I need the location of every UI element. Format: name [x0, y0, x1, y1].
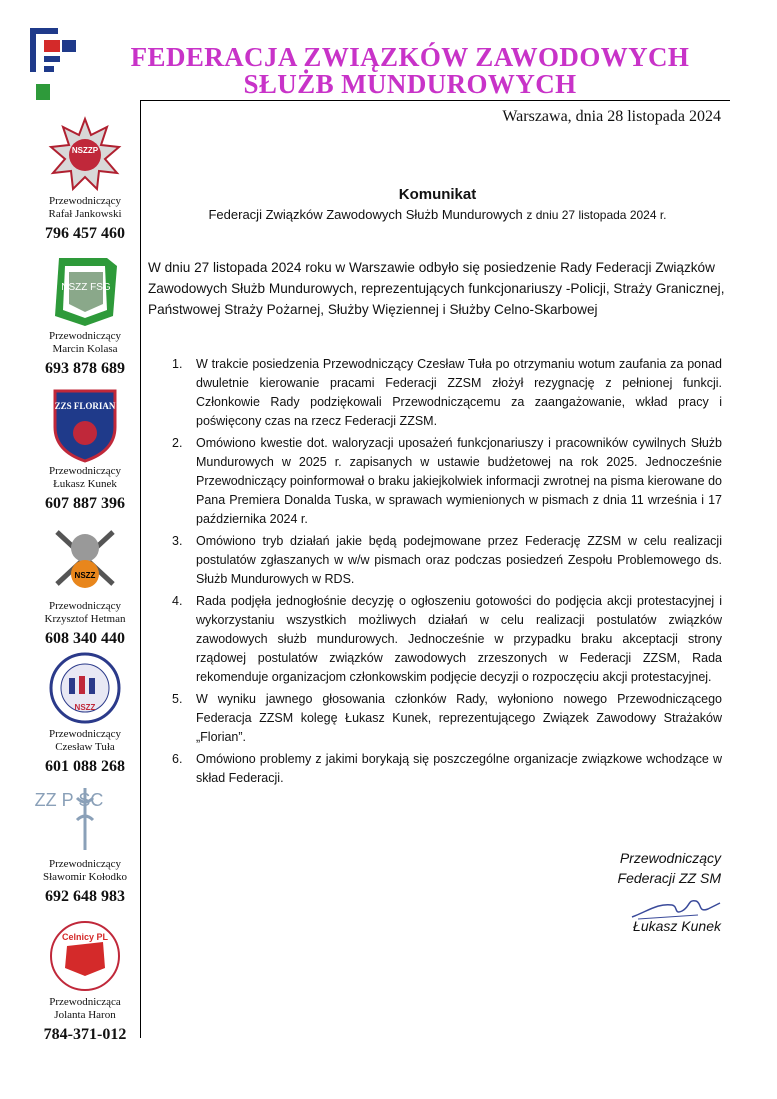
member-card: [30, 387, 140, 514]
nszz-fire-service-workers-icon: [47, 522, 123, 598]
member-phone: 796 457 460: [45, 225, 125, 242]
sidebar-divider: [140, 100, 141, 1038]
zzs-florian-shield-icon: [47, 387, 123, 463]
member-role: Przewodniczący: [48, 330, 122, 342]
svg-text:ZZS FLORIAN: ZZS FLORIAN: [54, 401, 116, 411]
member-name: Sławomir Kołodko: [42, 871, 128, 883]
list-item: 1. W trakcie posiedzenia Przewodniczący Czesław Tuła po otrzymaniu wotum zaufania za ponad dwuletnie kierowanie pracami Federacji ZZSM złożył rezygnację z pełnionej funkcji. Członkowie Rady podziękowali Przewodniczącemu za zaangażowanie, wkład pracy i poświęcony czas na rzecz Federacji ZZSM.: [172, 357, 722, 428]
list-item: 5. W wyniku jawnego głosowania członków Rady, wyłoniono nowego Przewodniczącego Federacja ZZSM kolegę Łukasz Kunek, reprezentującego Związek Zawodowy Strażaków „Florian”.: [172, 692, 722, 744]
points-list: [150, 355, 722, 791]
svg-text:ZZ P SC: ZZ P SC: [34, 790, 104, 810]
list-item: 6. Omówiono problemy z jakimi borykają się poszczególne organizacje związkowe wchodzące w skład Federacji.: [172, 752, 722, 785]
signature-org: Federacji ZZ SM: [617, 870, 721, 886]
member-phone: 607 887 396: [45, 495, 125, 512]
member-phone: 692 648 983: [45, 888, 125, 905]
member-role: Przewodnicząca: [49, 996, 121, 1008]
list-item: 3. Omówiono tryb działań jakie będą podejmowane przez Federację ZZSM w celu realizacji postulatów zgłaszanych w w/w pismach oraz podczas posiedzeń Zespołu Problemowego ds. Służb Mundurowych w RDS.: [172, 534, 722, 586]
list-item: 4. Rada podjęła jednogłośnie decyzję o ogłoszeniu gotowości do podjęcia akcji protestacyjnej i wykorzystaniu wszystkich możliwych działań w celu realizacji postulatów związków zawodowych służb mundurowych. Jednocześnie w przypadku braku akceptacji strony rządowej postulatów związków zawodowych zrzeszonych w Federacji ZZSM, Rada rekomenduje organizacjom członkowskim podjęcie decyzji o rozpoczęciu akcji protestacyjnej.: [172, 594, 722, 684]
zzpsc-customs-icon: [34, 780, 123, 856]
member-card: [30, 918, 140, 1045]
svg-text:NSZZ: NSZZ: [74, 571, 96, 580]
subheading-date: z dniu 27 listopada 2024 r.: [526, 208, 667, 222]
signature-role: Przewodniczący: [619, 850, 721, 866]
nszzp-police-star-icon: [47, 117, 123, 193]
member-card: [30, 117, 140, 244]
member-name: Rafał Jankowski: [48, 208, 122, 220]
document-intro: W dniu 27 listopada 2024 roku w Warszawie odbyło się posiedzenie Rady Federacji Związków Zawodowych Służb Mundurowych, reprezentujących funkcjonariuszy -Policji, Straży Granicznej, Państwowej Straży Pożarnej, Służby Więziennej i Służby Celno-Skarbowej: [148, 260, 725, 317]
signature-block: [618, 848, 721, 888]
svg-text:NSZZ FSG: NSZZ FSG: [61, 282, 111, 293]
member-card: [30, 650, 140, 777]
member-name: Łukasz Kunek: [53, 478, 117, 490]
subheading-org: Federacji Związków Zawodowych Służb Mundurowych: [208, 207, 523, 222]
member-name: Jolanta Haron: [54, 1009, 116, 1021]
signature-name: Łukasz Kunek: [633, 918, 721, 934]
document-heading: Komunikat: [398, 186, 477, 203]
nszz-fsg-border-guard-icon: [47, 252, 123, 328]
federation-logo-icon: [30, 28, 78, 104]
member-card: [30, 780, 140, 907]
member-name: Krzysztof Hetman: [44, 613, 126, 625]
member-phone: 784-371-012: [43, 1026, 127, 1043]
member-role: Przewodniczący: [48, 465, 122, 477]
header-divider: [140, 100, 730, 101]
member-role: Przewodniczący: [48, 858, 122, 870]
list-item: 2. Omówiono kwestie dot. waloryzacji uposażeń funkcjonariuszy i pracowników cywilnych Służb Mundurowych w 2025 r. zapisanych w ustawie budżetowej na rok 2025. Jednocześnie Przewodniczący poinformował o braku jakiejkolwiek informacji zwrotnej na pisma kierowane do Pana Premiera Donalda Tuska, w sprawach wymienionych w pismach z dnia 11 września i 17 października 2024 r.: [172, 436, 722, 526]
nszz-prison-service-icon: [47, 650, 123, 726]
document-subheading: [145, 207, 730, 222]
member-name: Czesław Tuła: [55, 741, 115, 753]
svg-text:NSZZP: NSZZP: [71, 146, 99, 155]
member-role: Przewodniczący: [48, 195, 122, 207]
federation-title: FEDERACJA ZWIĄZKÓW ZAWODOWYCH SŁUŻB MUNDUROWYCH: [130, 42, 690, 99]
member-phone: 693 878 689: [45, 360, 125, 377]
member-name: Marcin Kolasa: [52, 343, 118, 355]
svg-text:Celnicy PL: Celnicy PL: [61, 932, 109, 942]
document-date: Warszawa, dnia 28 listopada 2024: [502, 108, 721, 125]
member-role: Przewodniczący: [48, 728, 122, 740]
member-card: [30, 522, 140, 649]
svg-text:NSZZ: NSZZ: [74, 703, 96, 712]
member-role: Przewodniczący: [48, 600, 122, 612]
member-phone: 608 340 440: [45, 630, 125, 647]
member-phone: 601 088 268: [45, 758, 125, 775]
celnicy-pl-icon: [47, 918, 123, 994]
member-card: [30, 252, 140, 379]
